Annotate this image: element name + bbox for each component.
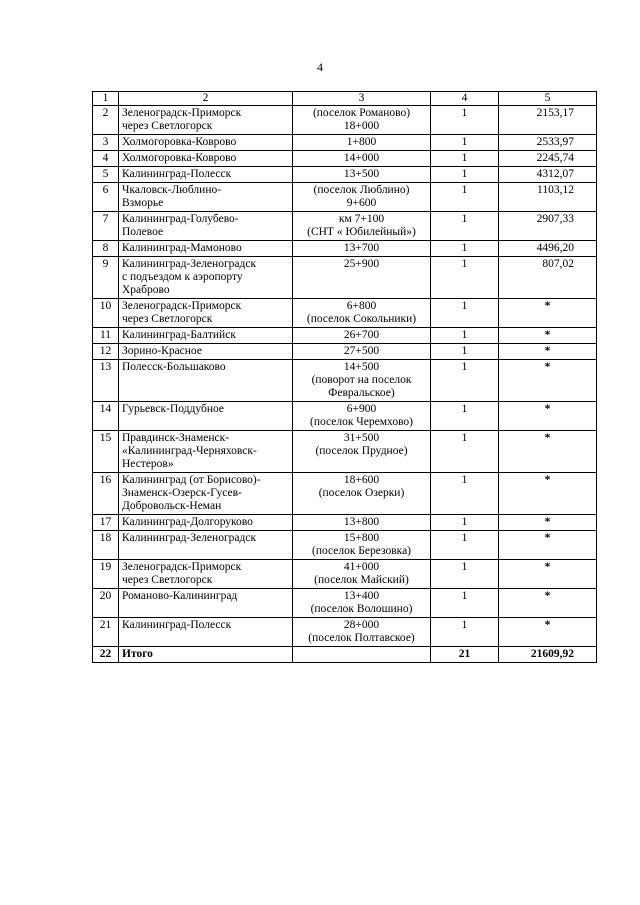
table-row [93,212,597,241]
table-row [93,328,597,344]
kilometer-cell: 13+400 (поселок Волошино) [293,589,431,618]
count-cell: 1 [431,151,499,167]
road-name-cell: Калининград (от Борисово)- Знаменск-Озерск-Гусев- Добровольск-Неман [119,473,293,515]
count-cell: 1 [431,167,499,183]
row-number-cell: 17 [93,515,119,531]
value-cell: * [499,473,597,515]
value-cell: * [499,531,597,560]
road-name-cell: Калининград-Мамоново [119,241,293,257]
row-number-cell: 12 [93,344,119,360]
header-col-1: 1 [93,92,119,106]
kilometer-cell: (поселок Романово) 18+000 [293,106,431,135]
value-cell: 1103,12 [499,183,597,212]
kilometer-cell: 18+600 (поселок Озерки) [293,473,431,515]
kilometer-cell: 13+500 [293,167,431,183]
kilometer-cell: км 7+100 (СНТ « Юбилейный») [293,212,431,241]
table-row [93,167,597,183]
total-row [93,647,597,663]
road-name-cell: Полесск-Большаково [119,360,293,402]
table-row [93,560,597,589]
count-cell: 1 [431,560,499,589]
table-row [93,344,597,360]
table-row [93,618,597,647]
count-cell: 1 [431,106,499,135]
value-cell: * [499,328,597,344]
kilometer-cell: (поселок Люблино) 9+600 [293,183,431,212]
count-cell: 1 [431,618,499,647]
row-number-cell: 11 [93,328,119,344]
page-number: 4 [317,60,323,74]
table-row [93,106,597,135]
count-cell: 1 [431,431,499,473]
road-name-cell: Калининград-Балтийск [119,328,293,344]
road-name-cell: Чкаловск-Люблино- Взморье [119,183,293,212]
kilometer-cell: 27+500 [293,344,431,360]
value-cell: * [499,560,597,589]
road-name-cell: Калининград-Полесск [119,167,293,183]
row-number-cell: 15 [93,431,119,473]
value-cell: 807,02 [499,257,597,299]
table-row [93,531,597,560]
count-cell: 1 [431,360,499,402]
road-name-cell: Калининград-Зеленоградск с подъездом к аэропорту Храброво [119,257,293,299]
value-cell: 2245,74 [499,151,597,167]
value-cell: * [499,402,597,431]
value-cell: * [499,515,597,531]
total-number-cell: 22 [93,647,119,663]
kilometer-cell: 25+900 [293,257,431,299]
value-cell: * [499,589,597,618]
road-name-cell: Холмогоровка-Коврово [119,135,293,151]
count-cell: 1 [431,135,499,151]
row-number-cell: 21 [93,618,119,647]
row-number-cell: 4 [93,151,119,167]
road-name-cell: Калининград-Полесск [119,618,293,647]
table-row [93,360,597,402]
row-number-cell: 14 [93,402,119,431]
table-header-row [93,92,597,106]
count-cell: 1 [431,212,499,241]
count-cell: 1 [431,344,499,360]
row-number-cell: 13 [93,360,119,402]
value-cell: * [499,299,597,328]
kilometer-cell: 14+000 [293,151,431,167]
kilometer-cell: 6+800 (поселок Сокольники) [293,299,431,328]
kilometer-cell: 6+900 (поселок Черемхово) [293,402,431,431]
row-number-cell: 7 [93,212,119,241]
road-name-cell: Правдинск-Знаменск- «Калининград-Черняховск- Нестеров» [119,431,293,473]
road-name-cell: Калининград-Долгоруково [119,515,293,531]
header-col-3: 3 [293,92,431,106]
count-cell: 1 [431,299,499,328]
header-col-2: 2 [119,92,293,106]
road-name-cell: Калининград-Голубево- Полевое [119,212,293,241]
table-row [93,151,597,167]
road-name-cell: Зеленоградск-Приморск через Светлогорск [119,106,293,135]
value-cell: * [499,344,597,360]
row-number-cell: 2 [93,106,119,135]
kilometer-cell: 13+700 [293,241,431,257]
value-cell: 4312,07 [499,167,597,183]
table-row [93,402,597,431]
value-cell: * [499,431,597,473]
road-name-cell: Зеленоградск-Приморск через Светлогорск [119,299,293,328]
count-cell: 1 [431,531,499,560]
row-number-cell: 19 [93,560,119,589]
roads-table [92,91,597,663]
total-value-cell: 21609,92 [499,647,597,663]
count-cell: 1 [431,589,499,618]
table-row [93,473,597,515]
count-cell: 1 [431,328,499,344]
count-cell: 1 [431,183,499,212]
value-cell: 2533,97 [499,135,597,151]
table-row [93,241,597,257]
table-row [93,589,597,618]
road-name-cell: Зорино-Красное [119,344,293,360]
total-km-cell [293,647,431,663]
row-number-cell: 16 [93,473,119,515]
kilometer-cell: 41+000 (поселок Майский) [293,560,431,589]
header-col-4: 4 [431,92,499,106]
table-row [93,135,597,151]
value-cell: * [499,360,597,402]
kilometer-cell: 1+800 [293,135,431,151]
kilometer-cell: 15+800 (поселок Березовка) [293,531,431,560]
road-name-cell: Холмогоровка-Коврово [119,151,293,167]
table-row [93,299,597,328]
table-row [93,257,597,299]
kilometer-cell: 13+800 [293,515,431,531]
row-number-cell: 9 [93,257,119,299]
count-cell: 1 [431,402,499,431]
kilometer-cell: 31+500 (поселок Прудное) [293,431,431,473]
row-number-cell: 3 [93,135,119,151]
value-cell: 4496,20 [499,241,597,257]
count-cell: 1 [431,257,499,299]
table-row [93,515,597,531]
value-cell: 2907,33 [499,212,597,241]
value-cell: * [499,618,597,647]
total-label-cell: Итого [119,647,293,663]
road-name-cell: Романово-Калининград [119,589,293,618]
road-name-cell: Калининград-Зеленоградск [119,531,293,560]
kilometer-cell: 28+000 (поселок Полтавское) [293,618,431,647]
kilometer-cell: 14+500 (поворот на поселок Февральское) [293,360,431,402]
table-row [93,431,597,473]
header-col-5: 5 [499,92,597,106]
count-cell: 1 [431,241,499,257]
count-cell: 1 [431,515,499,531]
row-number-cell: 5 [93,167,119,183]
road-name-cell: Гурьевск-Поддубное [119,402,293,431]
row-number-cell: 20 [93,589,119,618]
row-number-cell: 18 [93,531,119,560]
row-number-cell: 6 [93,183,119,212]
value-cell: 2153,17 [499,106,597,135]
road-name-cell: Зеленоградск-Приморск через Светлогорск [119,560,293,589]
table-row [93,183,597,212]
row-number-cell: 10 [93,299,119,328]
count-cell: 1 [431,473,499,515]
kilometer-cell: 26+700 [293,328,431,344]
row-number-cell: 8 [93,241,119,257]
total-count-cell: 21 [431,647,499,663]
